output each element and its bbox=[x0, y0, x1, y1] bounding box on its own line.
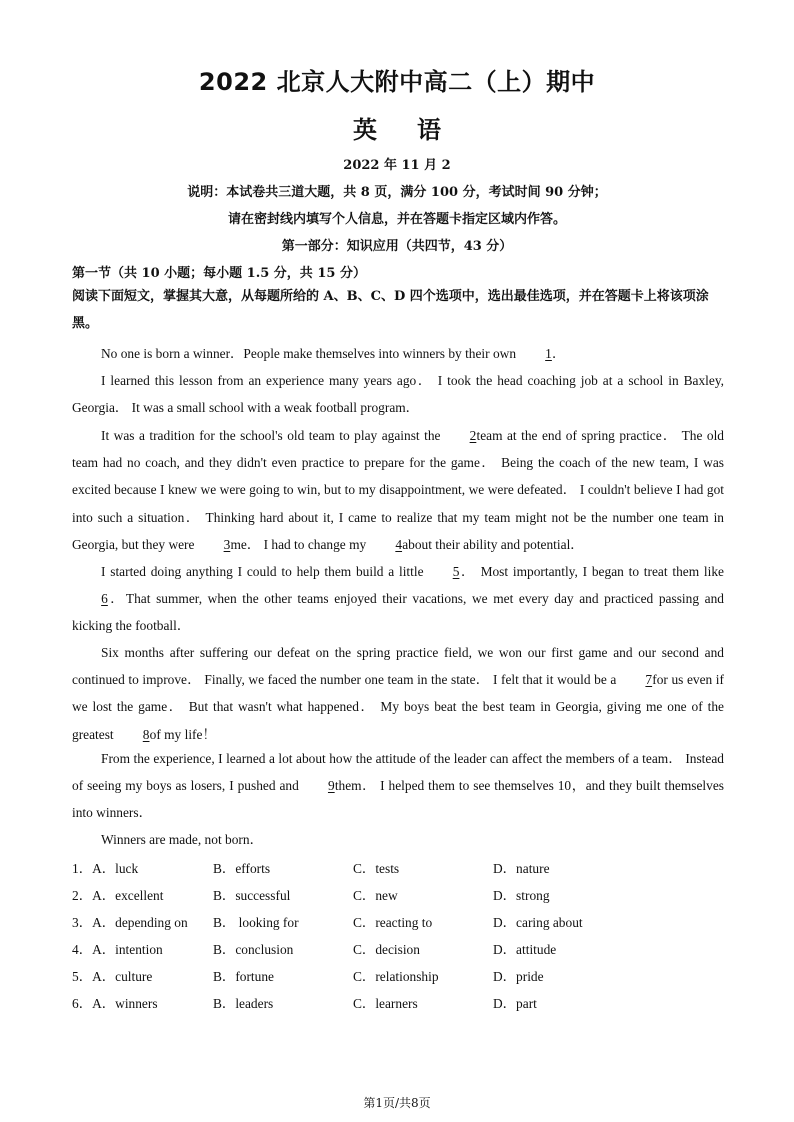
option-row-2 bbox=[72, 885, 724, 912]
option-c: C．learners bbox=[353, 996, 418, 1011]
option-a: 3．A．depending on bbox=[72, 915, 188, 930]
passage-paragraph-7: Winners are made, not born． bbox=[101, 832, 263, 847]
exam-note-1: 说明：本试卷共三道大题，共 8 页，满分 100 分，考试时间 90 分钟； bbox=[187, 185, 607, 200]
option-row-4 bbox=[72, 939, 724, 966]
option-b: B．successful bbox=[213, 888, 291, 903]
option-b: B． looking for bbox=[213, 915, 299, 930]
page-number: 第1页/共8页 bbox=[363, 1096, 431, 1110]
passage-paragraph-2: I learned this lesson from an experience many years ago． I took the head coaching job at a school in Baxley, Georgia． It was a small school with a weak football program． bbox=[72, 373, 724, 416]
option-d: D．attitude bbox=[493, 942, 557, 957]
exam-note-2: 请在密封线内填写个人信息，并在答题卡指定区域内作答。 bbox=[227, 212, 566, 227]
option-d: D．pride bbox=[493, 969, 544, 984]
option-a: 2．A．excellent bbox=[72, 888, 164, 903]
passage-paragraph-6: From the experience, I learned a lot about how the attitude of the leader can affect the members of a team． Instead of seeing my boys as losers, I pushed and 9them． I helped them to see themselves 10，and they built themselves into winners． bbox=[72, 751, 724, 821]
option-b: B．conclusion bbox=[213, 942, 294, 957]
option-b: B．leaders bbox=[213, 996, 274, 1011]
blank-3: 3 bbox=[223, 536, 231, 552]
exam-title: 2022 北京人大附中高二（上）期中 bbox=[198, 68, 596, 96]
option-d: D．part bbox=[493, 996, 537, 1011]
passage-paragraph-1: No one is born a winner．People make themselves into winners by their own 1． bbox=[72, 340, 724, 367]
option-row-3 bbox=[72, 912, 724, 939]
option-row-6 bbox=[72, 993, 724, 1020]
option-d: D．nature bbox=[493, 861, 550, 876]
blank-6: 6 bbox=[101, 591, 108, 607]
part-heading: 第一部分：知识应用（共四节，43 分） bbox=[281, 239, 513, 254]
exam-date: 2022 年 11 月 2 bbox=[343, 158, 451, 173]
option-a: 6．A．winners bbox=[72, 996, 158, 1011]
passage-paragraph-3: It was a tradition for the school's old team to play against the 2team at the end of spring practice． The old team had no coach, and they didn't even practice to prepare for the game． Being the coach of the new team, I was excited because I knew we were going to win, but to my disappointment, we were defeated． I couldn't believe I had got into such a situation． Thinking hard about it, I came to realize that my team might not be the number one team in Georgia, but they were 3me． I had to change my 4about their ability and potential． bbox=[72, 422, 724, 558]
blank-4: 4 bbox=[395, 536, 403, 552]
option-b: B．fortune bbox=[213, 969, 274, 984]
option-b: B．efforts bbox=[213, 861, 271, 876]
option-c: C．tests bbox=[353, 861, 400, 876]
subject-title: 英语 bbox=[353, 116, 481, 144]
option-c: C．relationship bbox=[353, 969, 439, 984]
passage-paragraph-4: I started doing anything I could to help them build a little 5． Most importantly, I began to treat them like6．That summer, when the other teams enjoyed their vacations, we met every day and practiced passing and kicking the football． bbox=[72, 558, 724, 640]
section-heading: 第一节（共 10 小题；每小题 1.5 分，共 15 分） bbox=[72, 266, 366, 281]
option-d: D．strong bbox=[493, 888, 550, 903]
option-c: C．reacting to bbox=[353, 915, 433, 930]
option-a: 1．A．luck bbox=[72, 861, 139, 876]
blank-9: 9 bbox=[327, 778, 335, 794]
blank-8: 8 bbox=[142, 726, 150, 742]
blank-1: 1 bbox=[545, 346, 552, 361]
option-a: 5．A．culture bbox=[72, 969, 153, 984]
blank-7: 7 bbox=[645, 672, 653, 688]
section-instruction: 阅读下面短文，掌握其大意，从每题所给的 A、B、C、D 四个选项中，选出最佳选项，并在答题卡上将该项涂黑。 bbox=[72, 289, 709, 331]
option-d: D．caring about bbox=[493, 915, 583, 930]
blank-5: 5 bbox=[452, 564, 460, 579]
option-row-5 bbox=[72, 966, 724, 993]
option-a: 4．A．intention bbox=[72, 942, 163, 957]
passage-paragraph-5: Six months after suffering our defeat on the spring practice field, we won our first game and our second and continued to improve． Finally, we faced the number one team in the state． I felt that it would be a 7for us even if we lost the game． But that wasn't what happened． My boys beat the best team in Georgia, giving me one of the greatest 8of my life！ bbox=[72, 639, 724, 748]
option-c: C．decision bbox=[353, 942, 420, 957]
option-c: C．new bbox=[353, 888, 398, 903]
option-row-1 bbox=[72, 858, 724, 885]
blank-2: 2 bbox=[469, 428, 477, 443]
